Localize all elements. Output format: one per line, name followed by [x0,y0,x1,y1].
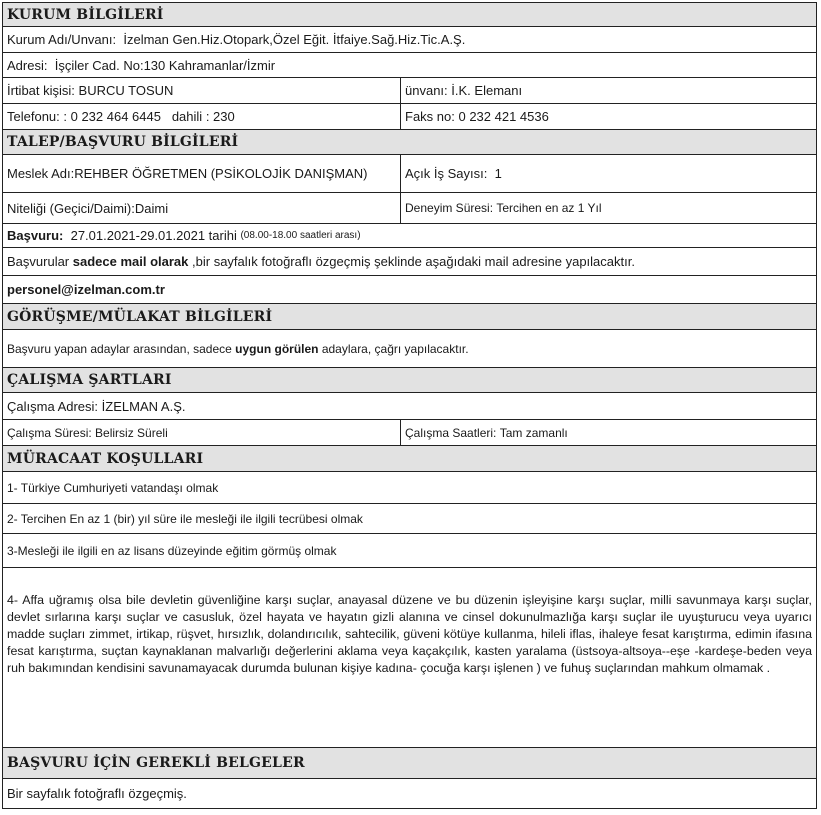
row-email [2,276,817,304]
condition-3: 3-Mesleği ile ilgili en az lisans düzeyinde eğitim görmüş olmak [7,543,337,558]
faks-label: Faks no: [405,109,455,124]
dahili-value: : 230 [205,109,235,124]
calisma-saat-label: Çalışma Saatleri: [405,425,497,440]
mail-info-post: ,bir sayfalık fotoğraflı özgeçmiş şeklinde aşağıdaki mail adresine yapılacaktır. [192,254,635,269]
meslek-value: REHBER ÖĞRETMEN (PSİKOLOJİK DANIŞMAN) [74,166,368,181]
list-item [2,534,817,568]
row-meslek [2,155,817,193]
mail-info-bold: sadece mail olarak [72,254,189,269]
mail-info-pre: Başvurular [7,254,70,269]
row-irtibat [2,78,817,104]
unvan-value: İ.K. Elemanı [451,83,523,98]
row-kurum-adi [2,27,817,53]
calisma-sure-value: Belirsiz Süreli [95,425,168,440]
irtibat-value: BURCU TOSUN [78,83,174,98]
section-title: ÇALIŞMA ŞARTLARI [7,372,172,388]
kurum-adi-value: İzelman Gen.Hiz.Otopark,Özel Eğit. İtfaiye.Sağ.Hiz.Tic.A.Ş. [123,32,466,47]
row-belgeler [2,779,817,809]
contact-email[interactable]: personel@izelman.com.tr [7,282,165,297]
row-adres [2,53,817,78]
condition-4: 4- Affa uğramış olsa bile devletin güvenliğine karşı suçlar, anayasal düzene ve bu düzenin işleyişine karşı suçlar, milli savunmaya karşı suçlar, devlet sırlarına karşı suçlar ve casusluk, özel hayata ve hayatın gizli alanına ve cinsel dokunulmazlığa karşı suçlar ile uyuşturucu veya uyarıcı madde suçları zimmet, irtikap, rüşvet, hırsızlık, dolandırıcılık, sahtecilik, güveni kötüye kullanma, hileli iflas, ihaleye fesat karıştırma, edimin ifasına fesat karıştırma, suçtan kaynaklanan malvarlığı değerlerini aklama veya kaçakçılık, kasten yaralama (üstsoya-altsoya--eşe -kardeşe-beden veya ruh bakımından kendisini savunamayacak durumda bulunan kişiye kadına- çocuğa karşı işlenen ) ve fuhuş suçlarından mahkum olmamak . [7,593,812,675]
irtibat-label: İrtibat kişisi: [7,83,75,98]
list-item [2,504,817,534]
telefon-label: Telefonu: [7,109,60,124]
section-header-talep [2,130,817,155]
gorusme-text-bold: uygun görülen [235,341,319,356]
deneyim-label: Deneyim Süresi: [405,201,494,215]
calisma-adres-label: Çalışma Adresi: [7,398,99,414]
condition-1: 1- Türkiye Cumhuriyeti vatandaşı olmak [7,480,219,495]
calisma-sure-label: Çalışma Süresi: [7,425,92,440]
acik-is-value: 1 [494,166,502,181]
condition-2: 2- Tercihen En az 1 (bir) yıl süre ile mesleği ile ilgili tecrübesi olmak [7,511,363,526]
telefon-value: : 0 232 464 6445 [63,109,161,124]
section-title: BAŞVURU İÇİN GEREKLİ BELGELER [7,755,305,771]
basvuru-saat: (08.00-18.00 saatleri arası) [240,230,361,241]
section-header-kurum [2,2,817,27]
deneyim-value: Tercihen en az 1 Yıl [496,201,602,215]
section-title: MÜRACAAT KOŞULLARI [7,450,204,467]
basvuru-tarih: 27.01.2021-29.01.2021 tarihi [70,228,237,243]
list-item [2,472,817,504]
section-header-belgeler [2,748,817,779]
gorusme-text-pre: Başvuru yapan adaylar arasından, sadece [7,341,232,356]
faks-value: 0 232 421 4536 [458,109,549,124]
adres-value: İşçiler Cad. No:130 Kahramanlar/İzmir [54,57,276,73]
row-niteligi [2,193,817,224]
gorusme-text-post: adaylara, çağrı yapılacaktır. [321,341,469,356]
calisma-adres-value: İZELMAN A.Ş. [101,398,186,414]
dahili-label: dahili [171,109,203,124]
kurum-adi-label: Kurum Adı/Unvanı: [7,32,117,47]
meslek-label: Meslek Adı: [7,166,75,181]
calisma-saat-value: Tam zamanlı [499,425,568,440]
row-calisma-sure [2,420,817,446]
row-gorusme-text [2,330,817,368]
section-header-gorusme [2,304,817,330]
row-basvuru [2,224,817,248]
niteligi-value: Daimi [134,200,169,216]
required-document: Bir sayfalık fotoğraflı özgeçmiş. [7,786,187,801]
section-title: KURUM BİLGİLERİ [7,6,164,23]
section-title: GÖRÜŞME/MÜLAKAT BİLGİLERİ [7,308,273,325]
section-title: TALEP/BAŞVURU BİLGİLERİ [7,134,239,150]
list-item [2,568,817,748]
unvan-label: ünvanı: [405,83,448,98]
row-telefon [2,104,817,130]
section-header-muracaat [2,446,817,472]
row-calisma-adres [2,393,817,420]
niteligi-label: Niteliği (Geçici/Daimi): [7,200,135,216]
adres-label: Adresi: [7,57,48,73]
acik-is-label: Açık İş Sayısı: [405,166,488,181]
row-mail-info [2,248,817,276]
basvuru-label: Başvuru: [7,228,64,243]
section-header-calisma [2,368,817,393]
